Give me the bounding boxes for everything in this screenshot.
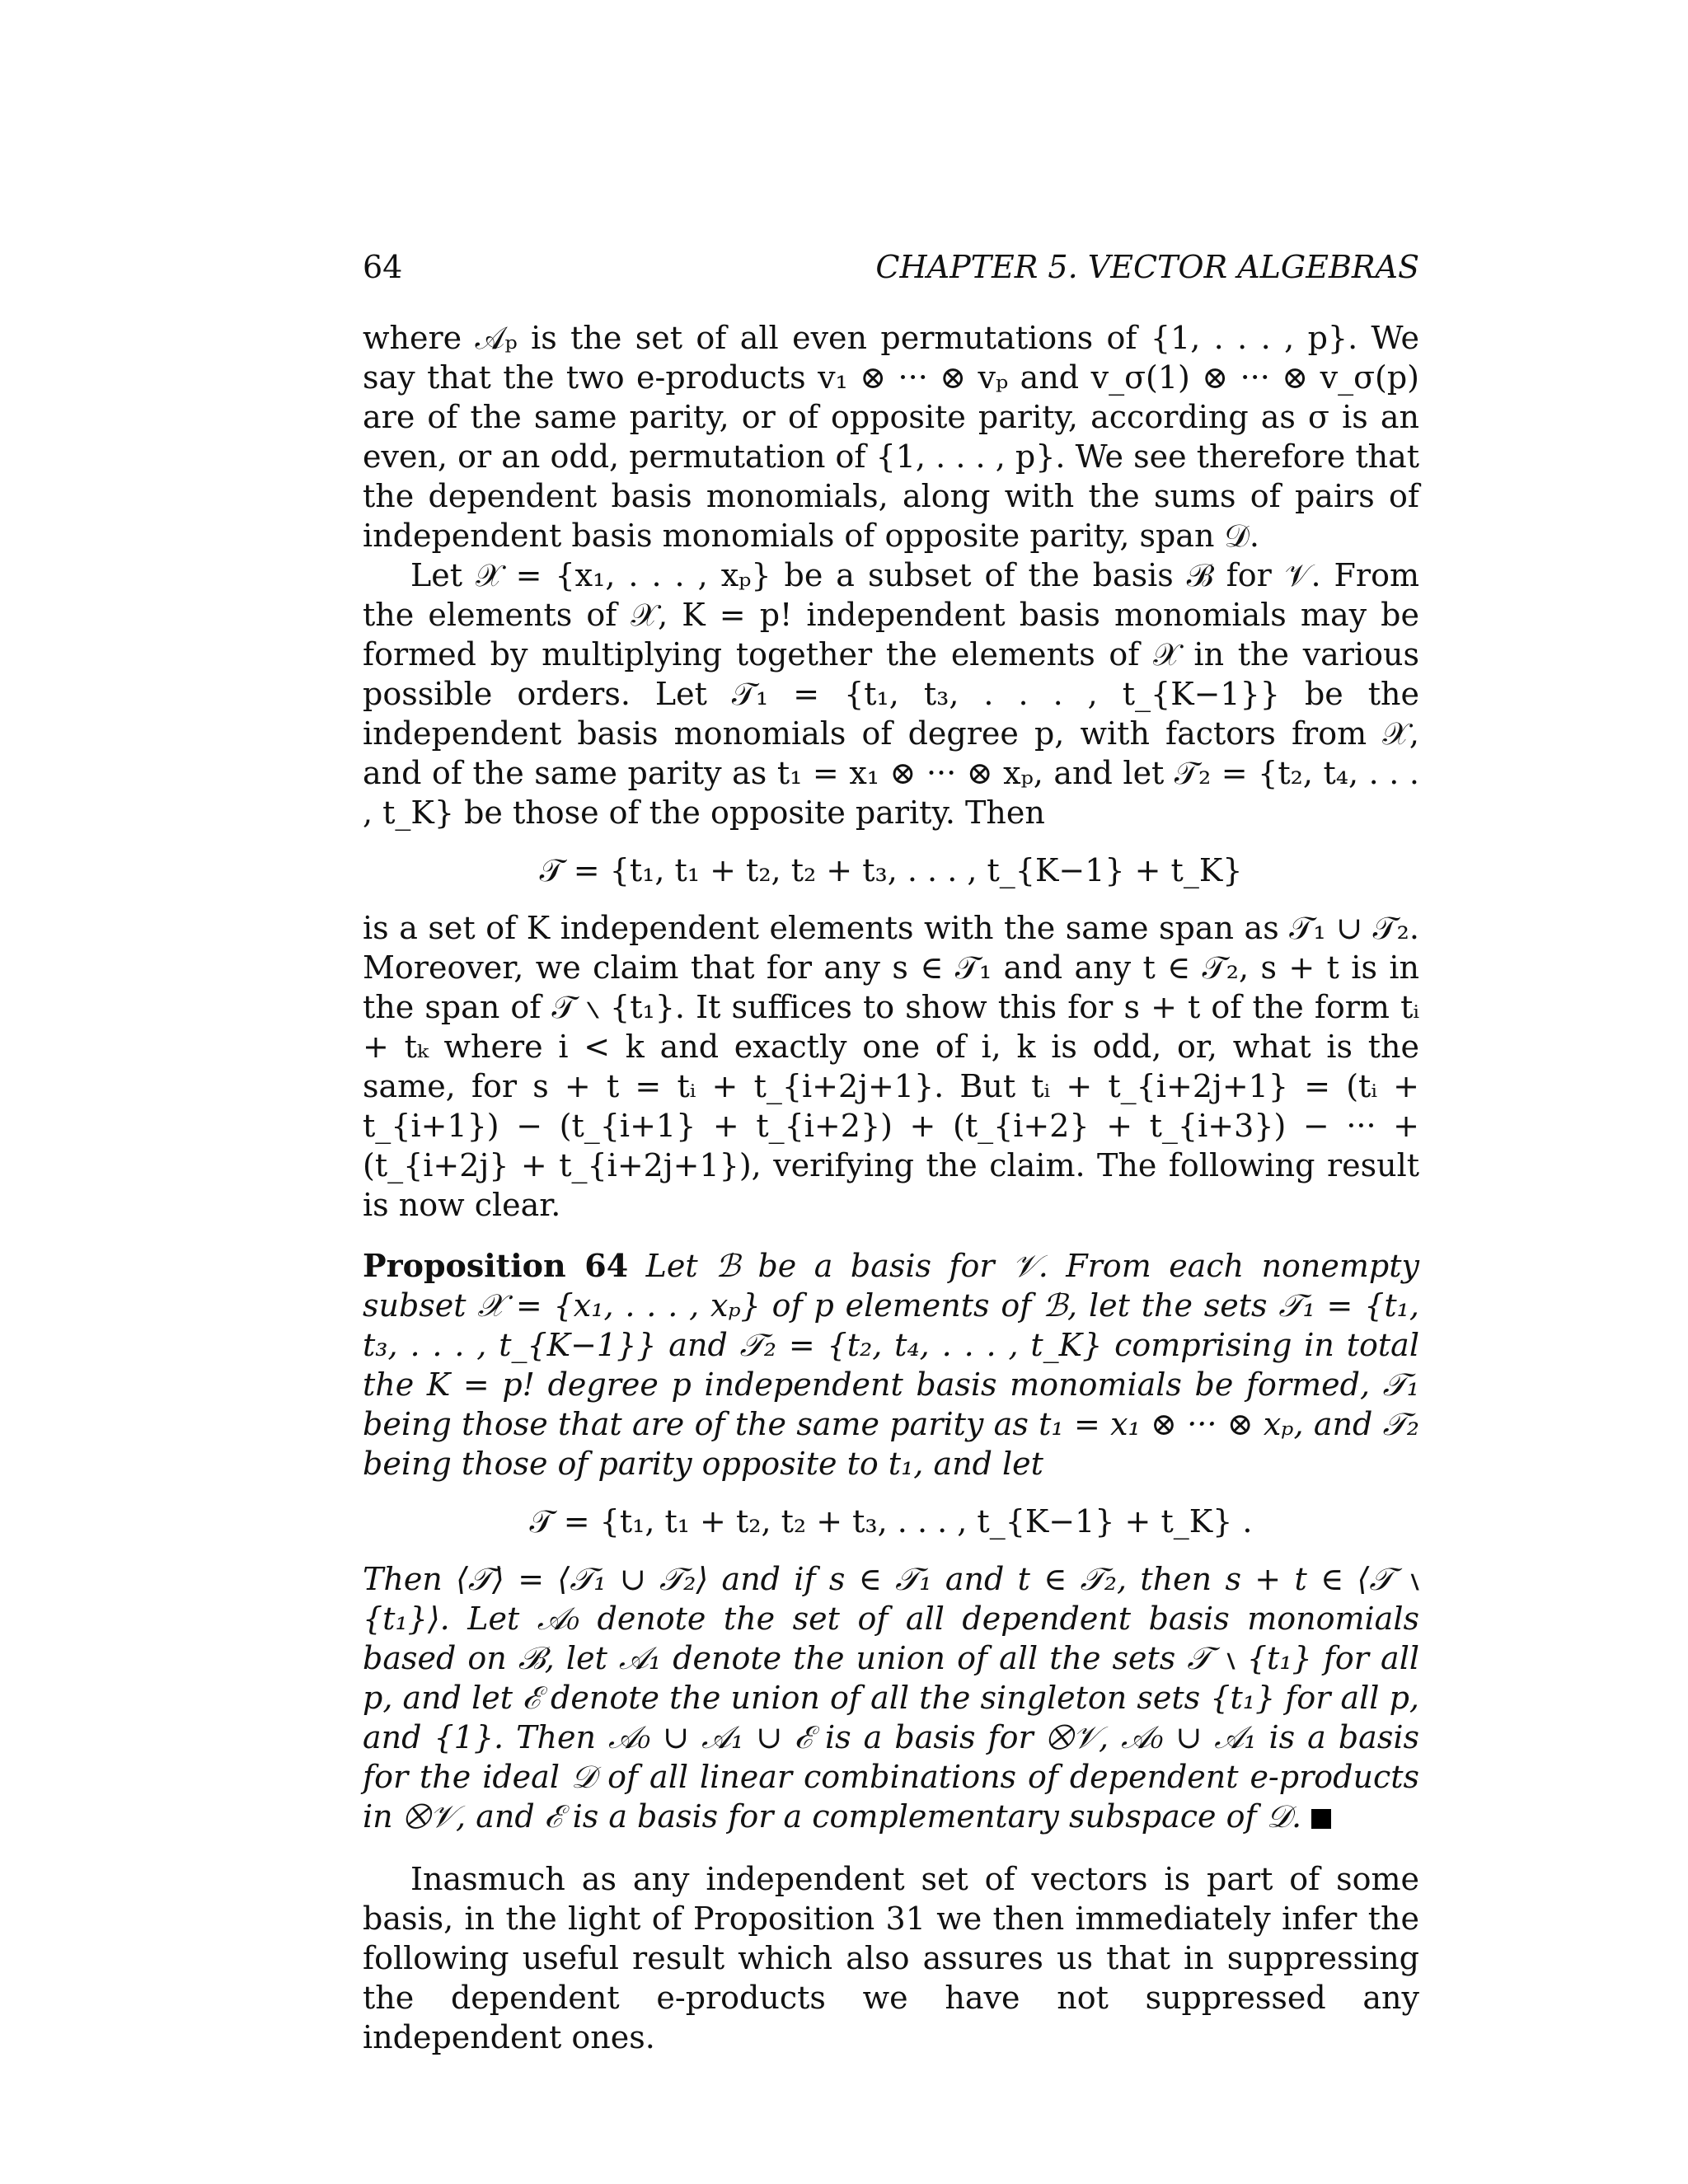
paragraph-basis-subset: Let 𝒳 = {x₁, . . . , xₚ} be a subset of the basis ℬ for 𝒱. From the elements of 𝒳, K = p! independent basis monomials may be formed by multiplying together the elements of 𝒳 in the various possible orders. Let 𝒯₁ = {t₁, t₃, . . . , t_{K−1}} be the independent basis monomials of degree p, with factors from 𝒳, and of the same parity as t₁ = x₁ ⊗ ··· ⊗ xₚ, and let 𝒯₂ = {t₂, t₄, . . . , t_K} be those of the opposite parity. Then	[363, 557, 1419, 831]
proposition-display-equation: 𝒯 = {t₁, t₁ + t₂, t₂ + t₃, . . . , t_{K−1} + t_K} .	[529, 1503, 1253, 1540]
proposition-64	[363, 1246, 1419, 1483]
paragraph-parity: where 𝒜ₚ is the set of all even permutations of {1, . . . , p}. We say that the two e-products v₁ ⊗ ··· ⊗ vₚ and v_σ(1) ⊗ ··· ⊗ v_σ(p) are of the same parity, or of opposite parity, according as σ is an even, or an odd, permutation of {1, . . . , p}. We see therefore that the dependent basis monomials, along with the sums of pairs of independent basis monomials of opposite parity, span 𝒟.	[363, 320, 1419, 554]
display-equation-t: 𝒯 = {t₁, t₁ + t₂, t₂ + t₃, . . . , t_{K−1} + t_K}	[539, 852, 1243, 888]
chapter-title: CHAPTER 5. VECTOR ALGEBRAS	[875, 249, 1419, 285]
page-number: 64	[363, 249, 403, 285]
running-header	[363, 247, 1419, 287]
proposition-conclusion-block	[363, 1559, 1419, 1836]
page	[363, 247, 1419, 2057]
proposition-conclusion: Then ⟨𝒯⟩ = ⟨𝒯₁ ∪ 𝒯₂⟩ and if s ∈ 𝒯₁ and t ∈ 𝒯₂, then s + t ∈ ⟨𝒯 ∖ {t₁}⟩. Let 𝒜₀ denote the set of all dependent basis monomials based on ℬ, let 𝒜₁ denote the union of all the sets 𝒯 ∖ {t₁} for all p, and let ℰ denote the union of all the singleton sets {t₁} for all p, and {1}. Then 𝒜₀ ∪ 𝒜₁ ∪ ℰ is a basis for ⨂𝒱, 𝒜₀ ∪ 𝒜₁ is a basis for the ideal 𝒟 of all linear combinations of dependent e-products in ⨂𝒱, and ℰ is a basis for a complementary subspace of 𝒟.	[363, 1561, 1419, 1835]
paragraph-claim: is a set of K independent elements with the same span as 𝒯₁ ∪ 𝒯₂. Moreover, we claim that for any s ∈ 𝒯₁ and any t ∈ 𝒯₂, s + t is in the span of 𝒯 ∖ {t₁}. It suffices to show this for s + t of the form tᵢ + tₖ where i < k and exactly one of i, k is odd, or, what is the same, for s + t = tᵢ + t_{i+2j+1}. But tᵢ + t_{i+2j+1} = (tᵢ + t_{i+1}) − (t_{i+1} + t_{i+2}) + (t_{i+2} + t_{i+3}) − ··· + (t_{i+2j} + t_{i+2j+1}), verifying the claim. The following result is now clear.	[363, 910, 1419, 1223]
proposition-statement: Let ℬ be a basis for 𝒱. From each nonempty subset 𝒳 = {x₁, . . . , xₚ} of p elements of ℬ, let the sets 𝒯₁ = {t₁, t₃, . . . , t_{K−1}} and 𝒯₂ = {t₂, t₄, . . . , t_K} comprising in total the K = p! degree p independent basis monomials be formed, 𝒯₁ being those that are of the same parity as t₁ = x₁ ⊗ ··· ⊗ xₚ, and 𝒯₂ being those of parity opposite to t₁, and let	[363, 1248, 1419, 1482]
proposition-title: Proposition 64	[363, 1247, 629, 1284]
qed-square-icon	[1311, 1809, 1331, 1829]
paragraph-closing: Inasmuch as any independent set of vectors is part of some basis, in the light of Proposition 31 we then immediately infer the following useful result which also assures us that in suppressing the dependent e-products we have not suppressed any independent ones.	[363, 1861, 1419, 2055]
